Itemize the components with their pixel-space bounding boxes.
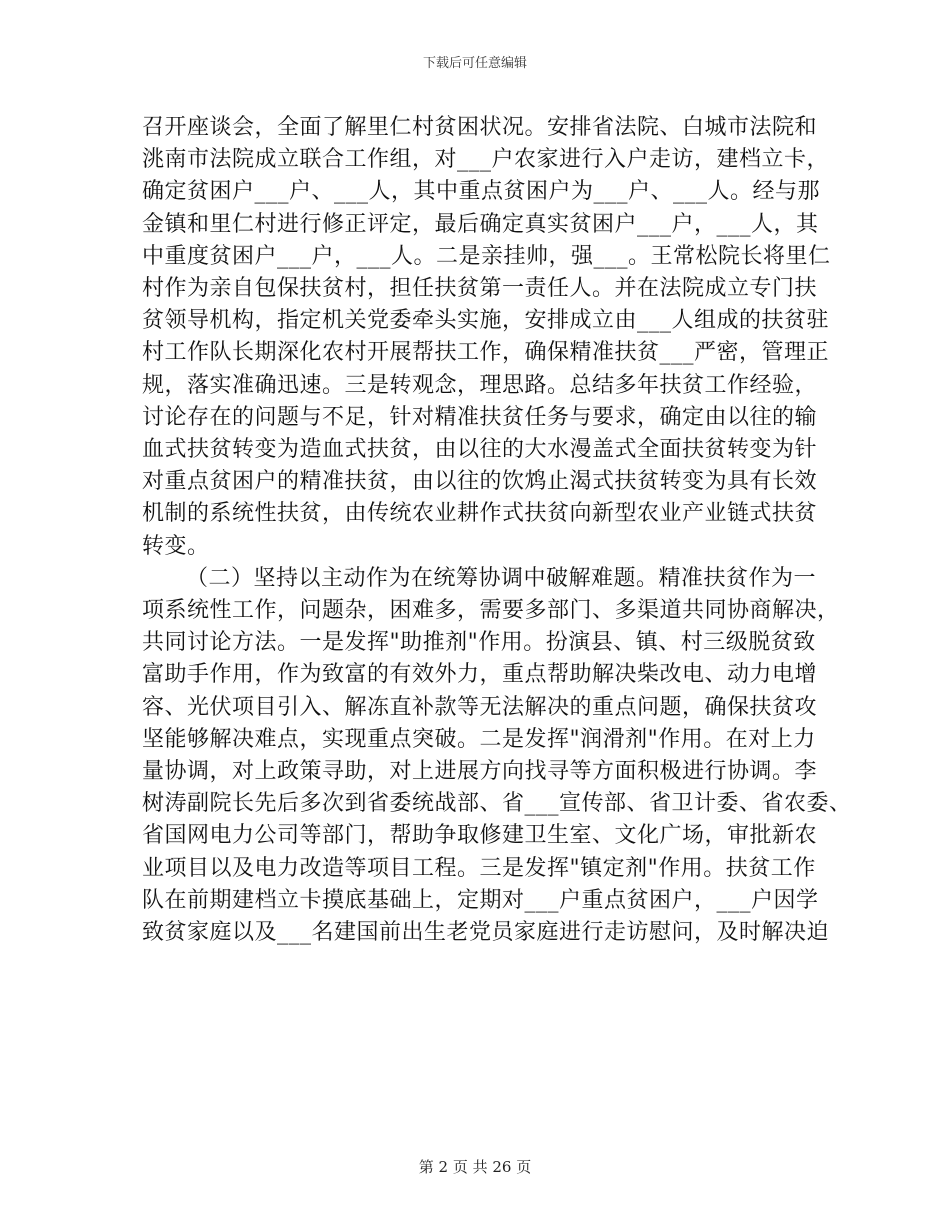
text-line: 机制的系统性扶贫，由传统农业耕作式扶贫向新型农业产业链式扶贫 — [142, 501, 818, 527]
text-line: 对重点贫困户的精准扶贫，由以往的饮鸩止渴式扶贫转变为具有长效 — [142, 469, 818, 495]
paragraph-start-line: （二）坚持以主动作为在统筹协调中破解难题。精准扶贫作为一 — [186, 565, 817, 591]
page-header: 下载后可任意编辑 — [422, 56, 527, 71]
text-line: 村作为亲自包保扶贫村，担任扶贫第一责任人。并在法院成立专门扶 — [142, 276, 818, 302]
text-line: 致贫家庭以及___名建国前出生老党员家庭进行走访慰问，及时解决迫 — [142, 920, 830, 946]
text-line: 队在前期建档立卡摸底基础上，定期对___户重点贫困户，___户因学 — [142, 887, 819, 913]
text-line: 量协调，对上政策寻助，对上进展方向找寻等方面积极进行协调。李 — [142, 759, 818, 785]
text-line: 洮南市法院成立联合工作组，对___户农家进行入户走访，建档立卡， — [142, 147, 830, 173]
text-line: 富助手作用，作为致富的有效外力，重点帮助解决柴改电、动力电增 — [142, 662, 818, 688]
text-line: 转变。 — [142, 533, 210, 559]
text-line: 召开座谈会，全面了解里仁村贫困状况。安排省法院、白城市法院和 — [142, 115, 818, 140]
text-line: 讨论存在的问题与不足，针对精准扶贫任务与要求，确定由以往的输 — [142, 404, 818, 430]
text-line: 省国网电力公司等部门，帮助争取修建卫生室、文化广场，审批新农 — [142, 823, 818, 849]
text-line: 血式扶贫转变为造血式扶贫，由以往的大水漫盖式全面扶贫转变为针 — [142, 437, 818, 463]
text-line: 容、光伏项目引入、解冻直补款等无法解决的重点问题，确保扶贫攻 — [142, 694, 818, 720]
text-line: 规，落实准确迅速。三是转观念，理思路。总结多年扶贫工作经验， — [142, 372, 818, 398]
text-line: 坚能够解决难点，实现重点突破。二是发挥"润滑剂"作用。在对上力 — [142, 726, 816, 752]
text-line: 贫领导机构，指定机关党委牵头实施，安排成立由___人组成的扶贫驻 — [142, 308, 830, 334]
text-line: 金镇和里仁村进行修正评定，最后确定真实贫困户___户，___人，其 — [142, 211, 819, 237]
text-line: 业项目以及电力改造等项目工程。三是发挥"镇定剂"作用。扶贫工作 — [142, 855, 816, 881]
text-line: 共同讨论方法。一是发挥"助推剂"作用。扮演县、镇、村三级脱贫致 — [142, 630, 816, 656]
page-number-footer: 第 2 页 共 26 页 — [418, 1158, 532, 1176]
text-line: 中重度贫困户___户，___人。二是亲挂帅，强___。王常松院长将里仁 — [142, 243, 831, 269]
text-line: 确定贫困户___户、___人，其中重点贫困户为___户、___人。经与那 — [142, 179, 821, 205]
text-line: 树涛副院长先后多次到省委统战部、省___宣传部、省卫计委、省农委、 — [142, 791, 852, 817]
document-body — [142, 112, 852, 949]
text-line: 项系统性工作，问题杂，困难多，需要多部门、多渠道共同协商解决， — [142, 598, 840, 624]
text-line: 村工作队长期深化农村开展帮扶工作，确保精准扶贫___严密，管理正 — [142, 340, 830, 366]
